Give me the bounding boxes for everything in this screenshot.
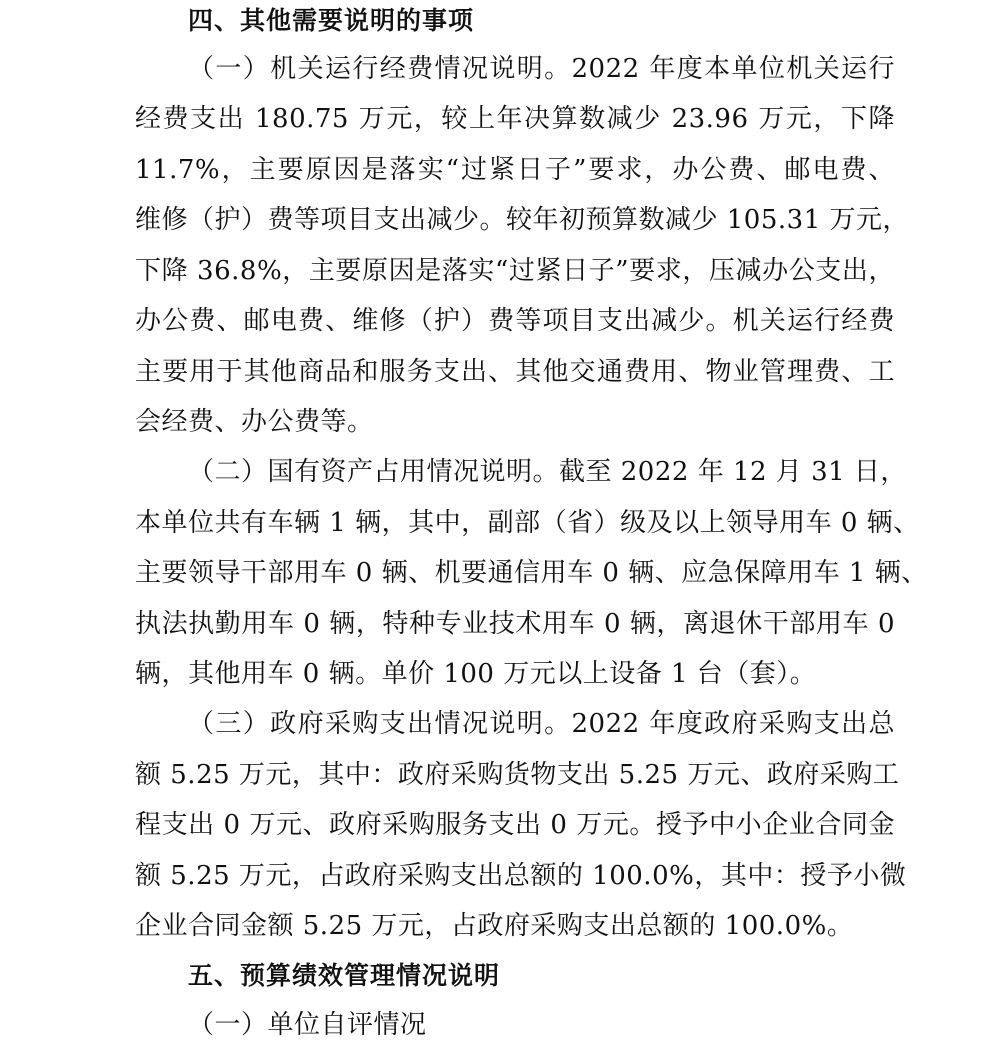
paragraph-line: 额 5.25 万元，占政府采购支出总额的 100.0%，其中：授予小微	[135, 861, 907, 891]
section-heading: 四、其他需要说明的事项	[188, 6, 475, 35]
paragraph-line: 企业合同金额 5.25 万元，占政府采购支出总额的 100.0%。	[135, 911, 854, 941]
subsection-heading: （一）单位自评情况	[188, 1010, 427, 1040]
paragraph-line: 下降 36.8%，主要原因是落实“过紧日子”要求，压减办公支出，	[135, 256, 895, 286]
paragraph-line: （一）机关运行经费情况说明。2022 年度本单位机关运行	[188, 54, 895, 84]
paragraph-line: 11.7%，主要原因是落实“过紧日子”要求，办公费、邮电费、	[135, 155, 895, 185]
paragraph-line: 程支出 0 万元、政府采购服务支出 0 万元。授予中小企业合同金	[135, 810, 895, 840]
paragraph-line: 办公费、邮电费、维修（护）费等项目支出减少。机关运行经费	[135, 306, 895, 336]
paragraph-line: 执法执勤用车 0 辆，特种专业技术用车 0 辆，离退休干部用车 0	[135, 609, 895, 639]
section-heading: 五、预算绩效管理情况说明	[188, 961, 501, 990]
paragraph-line: 经费支出 180.75 万元，较上年决算数减少 23.96 万元，下降	[135, 104, 895, 134]
paragraph-line: 本单位共有车辆 1 辆，其中，副部（省）级及以上领导用车 0 辆、	[135, 508, 920, 538]
paragraph-line: （二）国有资产占用情况说明。截至 2022 年 12 月 31 日，	[188, 457, 907, 487]
paragraph-line: 维修（护）费等项目支出减少。较年初预算数减少 105.31 万元，	[135, 205, 910, 235]
paragraph-line: 辆，其他用车 0 辆。单价 100 万元以上设备 1 台（套）。	[135, 659, 817, 689]
paragraph-line: （三）政府采购支出情况说明。2022 年度政府采购支出总	[188, 709, 895, 739]
paragraph-line: 主要用于其他商品和服务支出、其他交通费用、物业管理费、工	[135, 357, 895, 387]
paragraph-line: 主要领导干部用车 0 辆、机要通信用车 0 辆、应急保障用车 1 辆、	[135, 558, 928, 588]
paragraph-line: 额 5.25 万元，其中：政府采购货物支出 5.25 万元、政府采购工	[135, 760, 900, 790]
paragraph-line: 会经费、办公费等。	[135, 407, 374, 437]
